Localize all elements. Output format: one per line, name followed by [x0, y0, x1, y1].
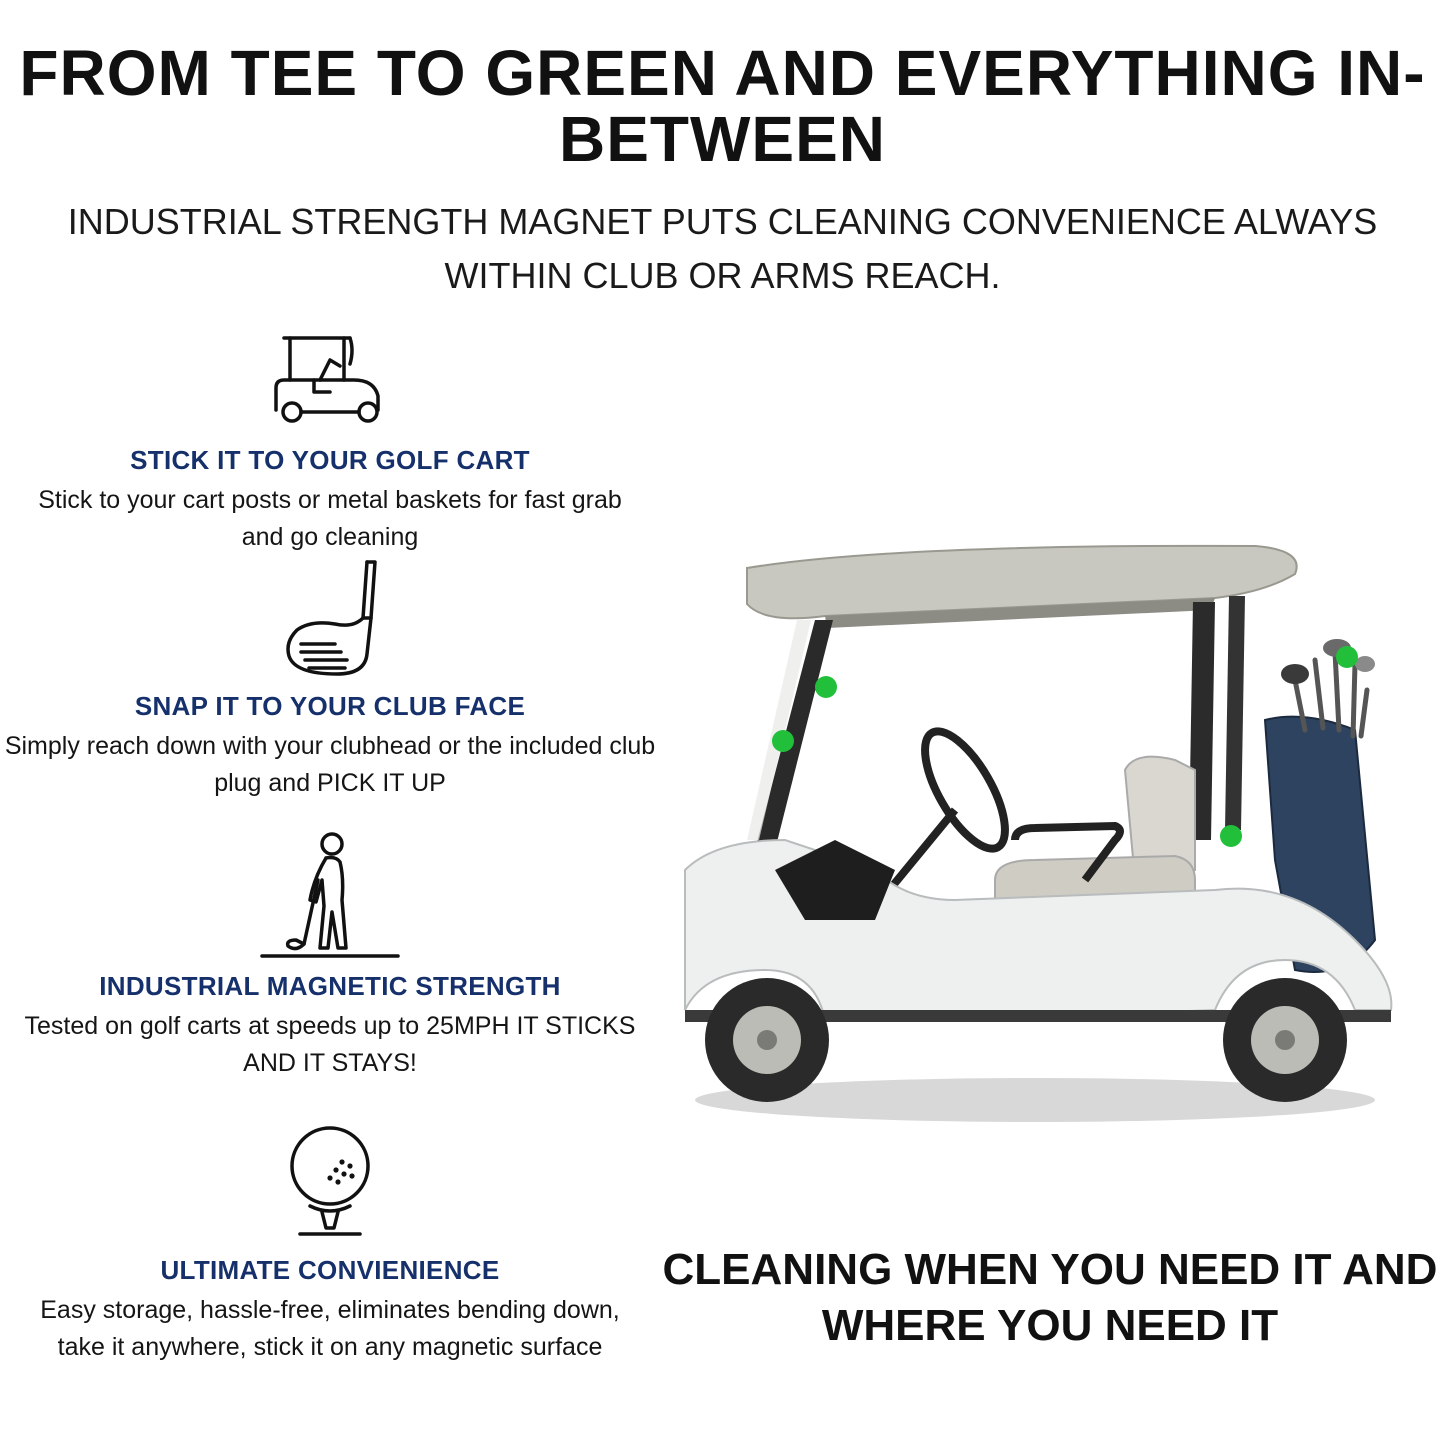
golf-cart-illustration	[655, 540, 1415, 1140]
golfer-icon	[260, 828, 400, 958]
feature-description: Stick to your cart posts or metal baskets for fast grab and go cleaning	[38, 486, 622, 551]
golf-ball-tee-icon	[280, 1120, 380, 1240]
magnet-marker	[1220, 825, 1242, 847]
feature-club-face	[0, 558, 660, 802]
magnet-marker	[1336, 646, 1358, 668]
page-subtitle: INDUSTRIAL STRENGTH MAGNET PUTS CLEANING CONVENIENCE ALWAYS WITHIN CLUB OR ARMS REACH.	[67, 201, 1378, 296]
feature-magnetic-strength	[0, 828, 660, 1082]
magnet-marker	[815, 676, 837, 698]
feature-title: INDUSTRIAL MAGNETIC STRENGTH	[99, 971, 561, 1001]
golf-club-icon	[275, 558, 385, 676]
feature-list	[0, 320, 660, 1440]
feature-description: Easy storage, hassle-free, eliminates bending down, take it anywhere, stick it on any magnetic surface	[40, 1296, 620, 1361]
feature-title: ULTIMATE CONVIENIENCE	[160, 1255, 500, 1285]
golf-cart-image	[655, 540, 1415, 1140]
feature-title: SNAP IT TO YOUR CLUB FACE	[134, 691, 526, 721]
golf-cart-icon	[270, 330, 390, 426]
page-title: FROM TEE TO GREEN AND EVERYTHING IN-BETWEEN	[19, 37, 1426, 175]
feature-description: Simply reach down with your clubhead or the included club plug and PICK IT UP	[4, 732, 656, 797]
feature-description: Tested on golf carts at speeds up to 25MPH IT STICKS AND IT STAYS!	[24, 1012, 636, 1077]
feature-convenience	[0, 1120, 660, 1366]
feature-golf-cart	[0, 330, 660, 556]
magnet-marker	[772, 730, 794, 752]
feature-title: STICK IT TO YOUR GOLF CART	[130, 445, 530, 475]
tagline: CLEANING WHEN YOU NEED IT AND WHERE YOU NEED IT	[662, 1245, 1438, 1350]
